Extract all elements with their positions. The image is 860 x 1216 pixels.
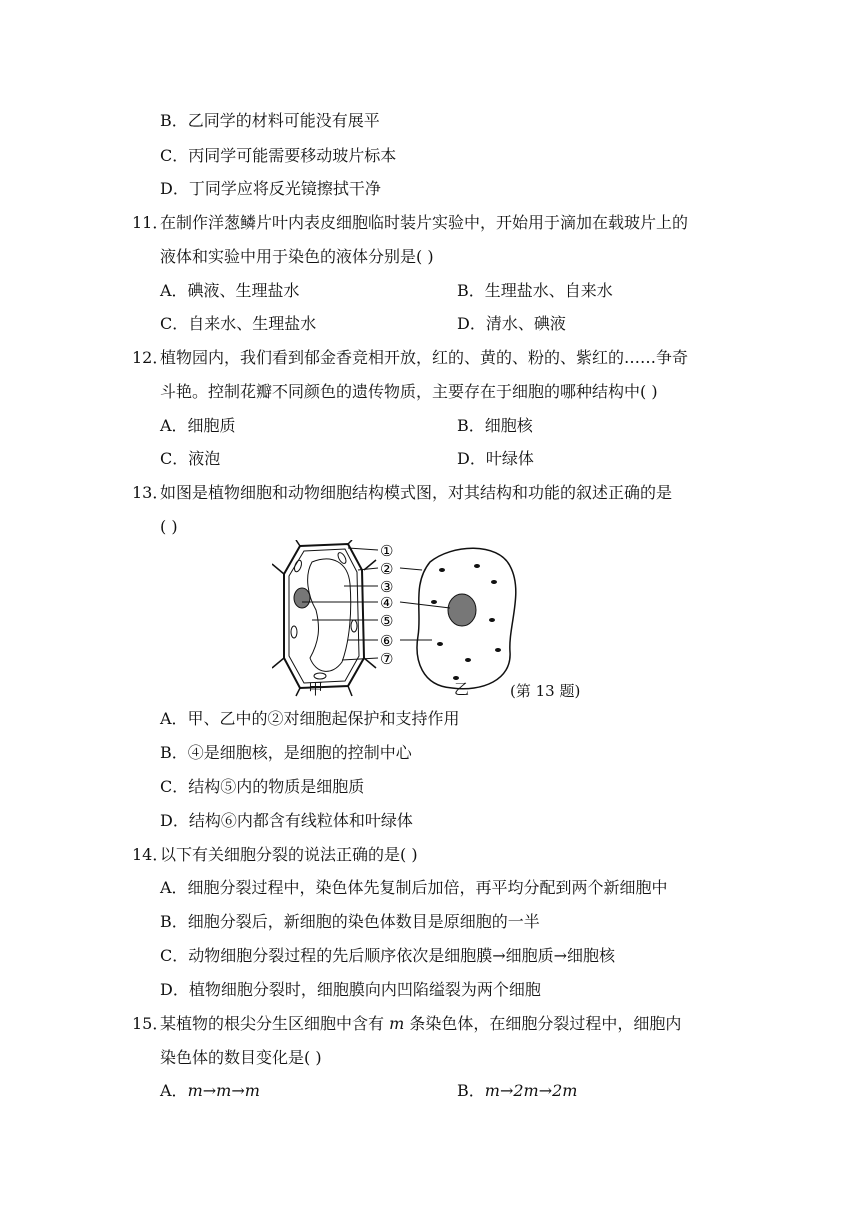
q13-option-a: A．甲、乙中的②对细胞起保护和支持作用	[160, 709, 460, 728]
q13-option-c: C．结构⑤内的物质是细胞质	[160, 777, 365, 796]
plant-vacuole	[308, 559, 351, 671]
q15-number: 15．	[132, 1014, 169, 1033]
q12-stem-line2: 斗艳。控制花瓣不同颜色的遗传物质，主要存在于细胞的哪种结构中( )	[160, 382, 658, 401]
q11-stem-line1: 在制作洋葱鳞片叶内表皮细胞临时装片实验中，开始用于滴加在载玻片上的	[160, 213, 689, 232]
q14-stem: 以下有关细胞分裂的说法正确的是( )	[160, 845, 418, 864]
q13-option-b: B．④是细胞核，是细胞的控制中心	[160, 743, 412, 762]
q12-option-b: B．细胞核	[457, 416, 533, 435]
q15-option-a-prefix: A．	[160, 1081, 188, 1100]
label-7: ⑦	[380, 650, 394, 668]
q15-option-a-expr: m→m→m	[187, 1081, 260, 1100]
q15-stem-line2: 染色体的数目变化是( )	[160, 1048, 322, 1067]
plant-cell-wall	[284, 544, 364, 688]
q12-option-d: D．叶绿体	[457, 449, 534, 468]
q14-option-b: B．细胞分裂后，新细胞的染色体数目是原细胞的一半	[160, 912, 540, 931]
cell-diagram	[272, 540, 532, 700]
q15-variable-m: m	[389, 1014, 405, 1033]
label-3: ③	[380, 578, 394, 596]
q15-option-b	[457, 1080, 577, 1102]
q15-stem-part2: 条染色体，在细胞分裂过程中，细胞内	[404, 1014, 682, 1033]
label-2: ②	[380, 560, 394, 578]
q11-option-c: C．自来水、生理盐水	[160, 314, 317, 333]
q10-option-d: D．丁同学应将反光镜擦拭干净	[160, 179, 381, 198]
q15-option-b-expr: m→2m→2m	[484, 1081, 578, 1100]
q14-option-c: C．动物细胞分裂过程的先后顺序依次是细胞膜→细胞质→细胞核	[160, 946, 616, 965]
q13-number: 13．	[132, 483, 169, 502]
q10-option-b: B．乙同学的材料可能没有展平	[160, 111, 380, 130]
cell-structure-figure	[272, 540, 532, 700]
plant-cell-caption: 甲	[308, 680, 324, 698]
plant-nucleus	[294, 588, 310, 608]
label-4: ④	[380, 594, 394, 612]
q13-option-d: D．结构⑥内都含有线粒体和叶绿体	[160, 811, 413, 830]
q12-number: 12．	[132, 348, 169, 367]
q13-stem-line1: 如图是植物细胞和动物细胞结构模式图，对其结构和功能的叙述正确的是	[160, 483, 673, 502]
q14-option-a: A．细胞分裂过程中，染色体先复制后加倍，再平均分配到两个新细胞中	[160, 878, 668, 897]
q11-option-b: B．生理盐水、自来水	[457, 281, 613, 300]
label-6: ⑥	[380, 632, 394, 650]
q12-option-c: C．液泡	[160, 449, 221, 468]
q15-stem-line1	[160, 1013, 681, 1035]
q11-option-a: A．碘液、生理盐水	[160, 281, 300, 300]
label-1: ①	[380, 542, 394, 560]
q11-stem-line2: 液体和实验中用于染色的液体分别是( )	[160, 247, 434, 266]
q14-number: 14．	[132, 845, 169, 864]
q14-option-d: D．植物细胞分裂时，细胞膜向内凹陷缢裂为两个细胞	[160, 980, 541, 999]
figure-caption: (第 13 题)	[510, 682, 581, 700]
animal-cell-caption: 乙	[454, 680, 470, 698]
q12-stem-line1: 植物园内，我们看到郁金香竞相开放，红的、黄的、粉的、紫红的……争奇	[160, 348, 689, 367]
q13-stem-line2: ( )	[160, 517, 178, 536]
q15-stem-part1: 某植物的根尖分生区细胞中含有	[160, 1014, 390, 1033]
q11-option-d: D．清水、碘液	[457, 314, 566, 333]
q12-option-a: A．细胞质	[160, 416, 236, 435]
label-5: ⑤	[380, 612, 394, 630]
q15-option-a	[160, 1080, 260, 1102]
q10-option-c: C．丙同学可能需要移动玻片标本	[160, 146, 397, 165]
animal-nucleus	[448, 594, 476, 626]
q11-number: 11．	[132, 213, 169, 232]
q15-option-b-prefix: B．	[457, 1081, 485, 1100]
